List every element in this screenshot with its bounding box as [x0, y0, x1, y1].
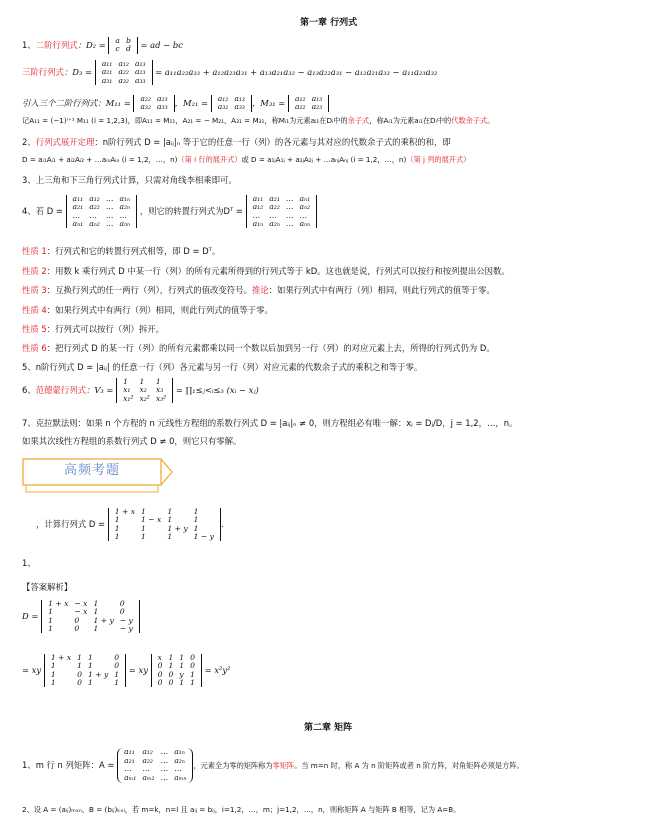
property-text: ：互换行列式的任一两行（列），行列式的值改变符号。 — [46, 285, 252, 295]
det-cell: 1 — [114, 523, 120, 533]
solution-step-2 — [22, 654, 231, 687]
det-cell: … — [105, 194, 114, 203]
matrix-cell: … — [174, 764, 182, 774]
matrix-cell: aₘ₂ — [142, 773, 155, 783]
det-cell: 1 — [114, 532, 120, 542]
line-matrix-def — [22, 748, 524, 783]
exam-question: ，计算行列式 D = 1 + x 1 1 1 1 1 − x 1 1 1 1 1 + y 1 1 1 1 1 − y . — [36, 507, 224, 542]
det-cell: a₂₁ — [269, 194, 280, 203]
hot-exam-badge — [22, 458, 174, 496]
det-cell: x — [157, 653, 162, 662]
property-text: ：把行列式 D 的某一行（列）的所有元素都乘以同一个数以后加到另一行（列）的对应元素上去，所得的行列式仍为 D。 — [46, 343, 495, 353]
det-cell: 1 — [179, 661, 185, 671]
det-cell: 1 — [190, 678, 195, 688]
det-cell: a₂₂ — [269, 202, 280, 212]
minor-m21-label: ，M₂₁ = — [174, 97, 209, 108]
transpose-mid: ，则它的转置行列式为Dᵀ = — [139, 206, 243, 217]
det-cell: 0 — [74, 624, 80, 634]
det-cell: 0 — [74, 615, 80, 625]
det-cell: a₁₃ — [134, 59, 146, 68]
det-cell: … — [299, 210, 308, 220]
exam-number: 1、 — [22, 558, 36, 568]
property-text: ：行列式可以按行（列）拆开。 — [46, 324, 164, 334]
det-cell: a₂₃ — [157, 94, 168, 103]
det-cell: aₙ₁ — [299, 194, 311, 203]
det-cell: a₂₃ — [134, 67, 146, 77]
line-vandermonde — [22, 378, 259, 403]
cofactor-text: 。 — [487, 116, 495, 125]
det-2x2 — [108, 37, 137, 54]
col-expansion-note: （第 j 列的展开式） — [406, 155, 471, 164]
det-cell: 1 — [123, 377, 128, 386]
matrix-cell: a₁₂ — [142, 747, 153, 756]
line-expansion-formulas — [22, 156, 470, 165]
formula-expansion: = a₁₁a₂₂a₃₃ + a₁₂a₂₃a₃₁ + a₁₃a₂₁a₃₂ − a₁₃a₂₂a₃₁ − a₁₂a₂₁a₃₃ − a₁₁a₂₃a₃₂ — [155, 67, 438, 78]
det-cell: 1 — [167, 532, 173, 542]
matrix-cell: a₂ₙ — [174, 755, 185, 765]
det-cell: … — [119, 210, 128, 220]
det-cell: a₂₂ — [294, 102, 306, 112]
det-cell: a₁₂ — [217, 94, 229, 103]
det-cell: 1 — [50, 678, 56, 688]
det-cell: 1 — [77, 661, 82, 671]
det-cell: 1 — [179, 678, 185, 688]
det-cell: 1 — [190, 669, 195, 679]
det-solution-2 — [44, 654, 126, 687]
line-number: 2、 — [22, 137, 36, 147]
det-cell: 0 — [157, 678, 163, 688]
property-label: 性质 5 — [22, 324, 47, 334]
det-cell: 1 + x — [48, 599, 69, 608]
det-cell: 1 — [50, 661, 56, 671]
det-cell: 1 — [93, 599, 99, 608]
property-text: ：用数 k 乘行列式 D 中某一行（列）的所有元素所得到的行列式等于 kD。这也就是说，行列式可以按行和按列提出公因数。 — [46, 266, 510, 276]
det-cell: x₃² — [155, 393, 167, 403]
det-cell: − y — [119, 624, 133, 634]
matrix-cell: … — [124, 764, 132, 774]
chapter1-title: 第一章 行列式 — [300, 18, 358, 28]
row-expansion: D = aᵢ₁Aᵢ₁ + aᵢ₂Aᵢ₂ + …aᵢₙAᵢₙ (i = 1,2，…，n) — [22, 155, 178, 164]
det-cell: 0 — [168, 669, 174, 679]
solution-result: = x²y² — [204, 665, 231, 676]
det-cell: 1 + y — [93, 615, 114, 625]
property-label: 性质 2 — [22, 266, 47, 276]
solution-prefix: D = — [22, 611, 39, 622]
solution-step-1 — [22, 600, 140, 633]
matrix-cell: a₁ₙ — [174, 747, 185, 756]
det-cell: a₂₂ — [118, 67, 129, 77]
term-vandermonde: 范德蒙行列式 — [35, 385, 86, 396]
det-cell: a₃₂ — [217, 102, 229, 112]
property-label: 性质 3 — [22, 285, 47, 295]
det-cell: a₁₂ — [89, 194, 100, 203]
formula-prefix: ：D₂ = — [77, 39, 106, 50]
vandermonde-product: = ∏₁≤ⱼ<ᵢ≤₃ (xᵢ − xⱼ) — [175, 385, 259, 396]
det-cell: 1 — [48, 607, 53, 617]
det-cell: 1 — [114, 515, 120, 525]
matrix-text: ，元素全为零的矩阵称为 — [193, 760, 273, 770]
line-matrix-equality: 2、设 A = (aᵢⱼ)ₘₓₙ，B = (bᵢⱼ)ₖₓₗ，若 m=k，n=l 且 aᵢⱼ = bᵢⱼ，i=1,2，…，m；j=1,2，…，n，则称矩阵 A 与矩阵 B 相等，记为 A=B。 — [22, 805, 461, 814]
det-cell: a₂₂ — [140, 94, 152, 103]
det-cell: 1 — [167, 515, 173, 525]
det-cell: 0 — [157, 661, 163, 671]
det-cell: … — [252, 210, 261, 220]
det-cell: a₂₁ — [72, 202, 84, 212]
formula-result: = ad − bc — [140, 39, 183, 50]
chapter2-title: 第二章 矩阵 — [304, 723, 353, 733]
det-cell: 1 — [167, 507, 173, 516]
det-cell: … — [269, 210, 277, 220]
det-cell: 1 — [114, 678, 120, 688]
matrix-cell: … — [142, 764, 150, 774]
line-transpose — [22, 195, 317, 228]
det-cell: … — [285, 194, 294, 203]
property-3 — [22, 285, 495, 295]
det-cell: a₂₁ — [101, 67, 113, 77]
matrix-cell: aₘₙ — [174, 773, 187, 783]
det-cell: 1 — [141, 507, 146, 516]
property-label: 性质 6 — [22, 343, 47, 353]
det-cell: 1 — [48, 615, 53, 625]
det-cell: 1 — [48, 624, 53, 634]
det-cell: 1 — [141, 523, 146, 533]
det-cell: a₁₃ — [234, 94, 245, 103]
det-cell: 1 — [93, 624, 99, 634]
det-cell: d — [125, 44, 131, 54]
det-cell: x₂ — [139, 385, 147, 395]
det-cell: x₃ — [155, 385, 164, 395]
matrix-text: 。当 m=n 时，称 A 为 n 阶矩阵或者 n 阶方阵，对角矩阵必须是方阵。 — [294, 760, 524, 770]
det-cell: c — [115, 44, 120, 54]
det-cell: … — [105, 202, 114, 212]
det-3x3 — [95, 60, 153, 85]
property-text: ：行列式和它的转置行列式相等，即 D = Dᵀ。 — [46, 246, 221, 256]
det-cell: 1 — [193, 523, 199, 533]
det-cell: … — [285, 202, 294, 212]
det-cell: 1 — [77, 653, 82, 662]
theorem-text: ：n阶行列式 D = |aᵢⱼ|ₙ 等于它的任意一行（列）的各元素与其对应的代数余子式的乘积的和，即 — [94, 137, 451, 147]
det-vandermonde — [116, 378, 173, 403]
det-cell: … — [89, 210, 97, 220]
line-nth-order-zero: 5、n阶行列式 D = |aᵢⱼ| 的任意一行（列）各元素与另一行（列）对应元素的代数余子式的乘积之和等于零。 — [22, 362, 423, 372]
det-cell: a₁ₙ — [252, 219, 264, 229]
line-minors — [22, 95, 329, 112]
det-cell: 1 — [114, 669, 120, 679]
det-cell: 1 — [168, 653, 174, 662]
det-minor-m21 — [211, 95, 252, 112]
term-expansion-theorem: 行列式展开定理 — [35, 137, 95, 147]
det-cell: 0 — [77, 669, 82, 679]
minor-m31-label: ，M₃₁ = — [251, 97, 286, 108]
cofactor-text: ，称Aᵢ₁为元素aᵢ₁在Dᵢ中的 — [369, 116, 452, 125]
det-cell: 1 — [155, 377, 161, 386]
corollary-text: ：如果行列式中有两行（列）相同，则此行列式的值等于零。 — [268, 285, 495, 295]
minor-text: 引入三个二阶行列式：M₁₁ = — [22, 97, 131, 108]
det-cell: a₃₃ — [234, 102, 245, 112]
det-cell: 1 + y — [87, 669, 109, 679]
cofactor-text: 记A₁₁ = (−1)ⁱ⁺¹ M₁₁ (i = 1,2,3)，即A₁₁ = M₁₁，A₂₁ = − M₂₁，A₃₁ = M₃₁，称Mᵢ₁为元素aᵢ₁在Dᵢ中的 — [22, 116, 348, 125]
line-cofactor-def — [22, 117, 494, 126]
det-cell: a₂₂ — [89, 202, 100, 212]
det-cell: … — [285, 219, 294, 229]
question-prompt: ，计算行列式 D = — [36, 519, 106, 530]
det-cell: 0 — [119, 607, 125, 617]
det-cell: a₃₂ — [140, 102, 152, 112]
property-label: 性质 1 — [22, 246, 47, 256]
det-cell: − x — [74, 607, 88, 617]
line-number: 1、 — [22, 39, 36, 50]
det-cell: … — [72, 210, 81, 220]
det-cell: − y — [119, 615, 133, 625]
det-cell: 1 + x — [114, 507, 136, 516]
term-2nd-order-det: 二阶行列式 — [35, 39, 78, 50]
det-cell: aₙ₁ — [72, 219, 84, 229]
line-triangular: 3、上三角和下三角行列式计算，只需对角线李相乘即可。 — [22, 175, 237, 185]
det-cell: 1 — [193, 507, 199, 516]
det-cell: 1 — [139, 377, 145, 386]
det-cell: a — [115, 36, 120, 45]
det-cell: a₁₃ — [311, 94, 323, 103]
det-cell: a₁₁ — [72, 194, 84, 203]
det-cell: 0 — [114, 653, 120, 662]
line-number: 6、 — [22, 385, 36, 396]
det-cell: a₃₂ — [118, 75, 129, 85]
property-text: ：如果行列式中有两行（列）相同，则此行列式的值等于零。 — [46, 305, 273, 315]
det-cell: x₁² — [123, 393, 134, 403]
det-cell: a₂ₙ — [119, 202, 131, 212]
property-1 — [22, 246, 220, 256]
corollary-label: 推论 — [251, 285, 269, 295]
formula-prefix: ：V₃ = — [85, 385, 114, 396]
term-3rd-order-det: 三阶行列式 — [22, 67, 64, 78]
line-2nd-order-det — [22, 37, 183, 54]
det-cell: 1 — [87, 653, 93, 662]
det-cell: a₁₁ — [101, 59, 113, 68]
term-zero-matrix: 零矩阵 — [272, 760, 295, 770]
property-5 — [22, 324, 164, 334]
matrix-cell: … — [160, 773, 169, 783]
det-cell: 0 — [119, 599, 125, 608]
matrix-prefix: 1、m 行 n 列矩阵：A = — [22, 759, 115, 770]
det-cell: 1 − x — [141, 515, 162, 525]
answer-label: 【答案解析】 — [22, 582, 73, 592]
det-cell: … — [105, 210, 114, 220]
det-cell: aₙ₂ — [299, 202, 311, 212]
det-cell: 1 — [168, 661, 174, 671]
matrix-cell: a₂₂ — [142, 755, 153, 765]
det-cell: a₃₃ — [134, 75, 146, 85]
det-cell: aₙ₂ — [89, 219, 100, 229]
term-cofactor: 代数余子式 — [451, 116, 488, 125]
det-d-transpose — [246, 195, 318, 228]
det-cell: x₂² — [139, 393, 150, 403]
det-cell: a₂₃ — [311, 102, 323, 112]
term-minor: 余子式 — [347, 116, 370, 125]
det-cell: 0 — [77, 678, 82, 688]
det-cell: a₁₂ — [118, 59, 129, 68]
property-4 — [22, 305, 273, 315]
property-2 — [22, 266, 510, 276]
det-exam-question — [108, 508, 221, 541]
det-cell: 1 + x — [50, 653, 72, 662]
transpose-prefix: 4、若 D = — [22, 206, 63, 217]
solution-mid: = xy — [128, 665, 148, 676]
det-minor-m31 — [288, 95, 329, 112]
det-cell: a₃₃ — [157, 102, 168, 112]
det-cell: 1 — [193, 515, 199, 525]
line-expansion-theorem — [22, 137, 451, 147]
det-cell: a₁ₙ — [119, 194, 131, 203]
matrix-cell: … — [160, 747, 169, 756]
det-cell: 1 — [179, 653, 185, 662]
det-d-general — [66, 195, 138, 228]
det-cell: 1 — [87, 678, 93, 688]
det-solution-1 — [41, 600, 140, 633]
det-cell: 0 — [114, 661, 120, 671]
col-expansion: 或 D = a₁ⱼA₁ⱼ + a₂ⱼA₂ⱼ + …aₙⱼAₙⱼ (i = 1,2，…，n) — [241, 155, 407, 164]
det-cell: − x — [74, 599, 88, 608]
det-cell: 0 — [157, 669, 163, 679]
det-cell: 0 — [168, 678, 174, 688]
det-cell: … — [285, 210, 294, 220]
det-cell: 1 − y — [193, 532, 214, 542]
det-cell: a₁₁ — [252, 194, 264, 203]
det-cell: 0 — [190, 653, 195, 662]
det-cell: 1 — [87, 661, 93, 671]
solution-prefix: = xy — [22, 665, 42, 676]
matrix-cell: a₁₁ — [124, 747, 135, 756]
matrix-cell: a₂₁ — [124, 755, 135, 765]
det-cell: 1 — [50, 669, 56, 679]
formula-prefix: ：D₃ = — [63, 67, 93, 78]
det-cell: b — [125, 36, 131, 45]
property-label: 性质 4 — [22, 305, 47, 315]
det-cell: … — [105, 219, 114, 229]
badge-text: 高频考题 — [63, 463, 120, 478]
matrix-cell: … — [160, 764, 169, 774]
det-cell: a₂ₙ — [269, 219, 280, 229]
line-cramer: 7、克拉默法则：如果 n 个方程的 n 元线性方程组的系数行列式 D = |aᵢⱼ|ₙ ≠ 0，则方程组必有唯一解：xⱼ = Dⱼ/D，j = 1,2，…，n。 — [22, 418, 518, 428]
det-minor-m11 — [133, 95, 174, 112]
det-cell: 1 — [141, 532, 146, 542]
det-cell: y — [179, 669, 184, 679]
line-3rd-order-det — [22, 60, 437, 85]
property-6 — [22, 343, 495, 353]
det-cell: 1 + y — [167, 523, 188, 533]
det-cell: a₃₁ — [101, 75, 113, 85]
det-solution-3 — [151, 654, 202, 687]
det-cell: 0 — [190, 661, 195, 671]
det-cell: aₙₙ — [119, 219, 131, 229]
matrix-cell: aₘ₁ — [124, 773, 137, 783]
line-homogeneous: 如果其次线性方程组的系数行列式 D ≠ 0，则它只有零解。 — [22, 436, 242, 446]
det-cell: 1 — [93, 607, 99, 617]
row-expansion-note: （第 i 行的展开式） — [177, 155, 242, 164]
det-cell: a₁₂ — [294, 94, 306, 103]
matrix-cell: … — [160, 755, 169, 765]
det-cell: x₁ — [123, 385, 131, 395]
det-cell: aₙₙ — [299, 219, 311, 229]
det-cell: a₁₂ — [252, 202, 264, 212]
matrix-a — [117, 748, 193, 783]
